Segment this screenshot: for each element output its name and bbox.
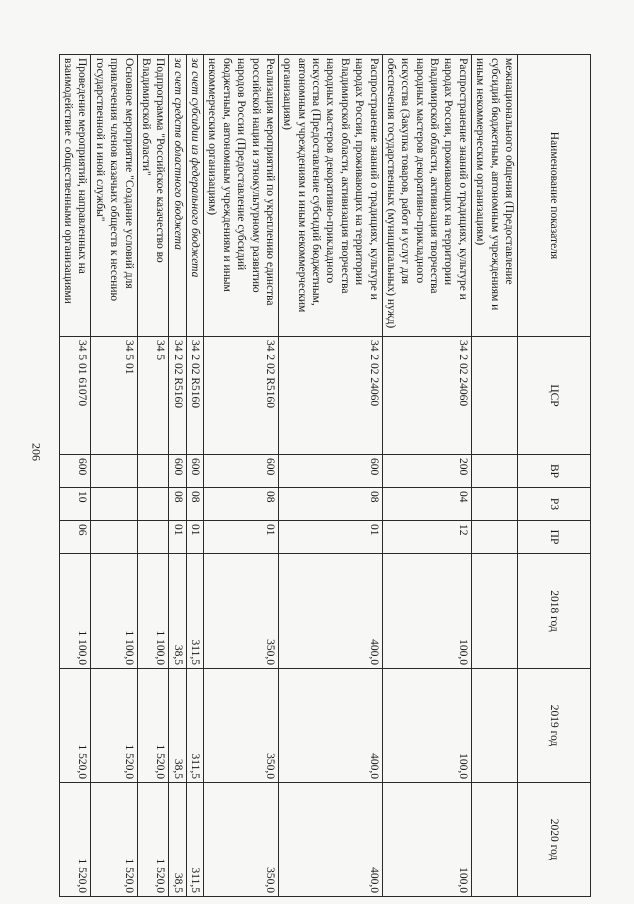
cell-2019: 350,0 (204, 669, 279, 783)
cell-2020 (471, 783, 517, 897)
header-rz: РЗ (518, 488, 591, 521)
header-2019: 2019 год (518, 669, 591, 783)
cell-2018: 350,0 (204, 554, 279, 669)
cell-pr: 06 (59, 521, 91, 554)
cell-2018: 1 100,0 (59, 554, 91, 669)
cell-rz (91, 488, 137, 521)
cell-2020: 350,0 (204, 783, 279, 897)
table-row (59, 55, 91, 897)
cell-vr: 200 (382, 455, 471, 488)
cell-2019: 311,5 (186, 669, 203, 783)
cell-2020: 1 520,0 (59, 783, 91, 897)
cell-csr (471, 337, 517, 455)
cell-pr (137, 521, 169, 554)
cell-2018: 311,5 (186, 554, 203, 669)
table-row (471, 55, 517, 897)
cell-2020: 100,0 (382, 783, 471, 897)
cell-csr: 34 2 02 24060 (382, 337, 471, 455)
cell-vr: 600 (59, 455, 91, 488)
rotated-page (62, 54, 591, 896)
cell-2019: 1 520,0 (137, 669, 169, 783)
cell-name: за счет средств областного бюджета (169, 55, 186, 337)
cell-name: Распространение знаний о традициях, культуре и народах России, проживающих на территории Владимирской области, активизация творчества народных мастеров декоративно-прикладного искусства (Закупка товаров, работ и услуг для обеспечения государственных (муниципальных) нужд) (382, 55, 471, 337)
cell-2020: 1 520,0 (91, 783, 137, 897)
budget-table (59, 54, 591, 897)
cell-pr: 01 (186, 521, 203, 554)
cell-2019 (471, 669, 517, 783)
cell-rz: 08 (204, 488, 279, 521)
header-pr: ПР (518, 521, 591, 554)
cell-csr: 34 5 01 61070 (59, 337, 91, 455)
table-row (186, 55, 203, 897)
cell-2019: 1 520,0 (59, 669, 91, 783)
page-number: 206 (29, 443, 44, 461)
cell-rz: 04 (382, 488, 471, 521)
cell-2020: 38,5 (169, 783, 186, 897)
header-row (518, 55, 591, 897)
cell-vr: 600 (186, 455, 203, 488)
cell-pr (471, 521, 517, 554)
cell-rz (137, 488, 169, 521)
cell-2019: 100,0 (382, 669, 471, 783)
cell-csr: 34 2 02 R5160 (169, 337, 186, 455)
cell-vr: 600 (279, 455, 383, 488)
cell-2018: 1 100,0 (91, 554, 137, 669)
cell-2019: 38,5 (169, 669, 186, 783)
cell-rz: 08 (279, 488, 383, 521)
cell-2020: 400,0 (279, 783, 383, 897)
cell-rz: 08 (186, 488, 203, 521)
cell-2018: 400,0 (279, 554, 383, 669)
cell-2019: 1 520,0 (91, 669, 137, 783)
cell-pr: 01 (204, 521, 279, 554)
table-row (382, 55, 471, 897)
cell-2018: 100,0 (382, 554, 471, 669)
cell-csr: 34 2 02 R5160 (186, 337, 203, 455)
cell-vr (91, 455, 137, 488)
cell-vr: 600 (204, 455, 279, 488)
cell-csr: 34 5 01 (91, 337, 137, 455)
cell-2018: 38,5 (169, 554, 186, 669)
header-2020: 2020 год (518, 783, 591, 897)
cell-name: Проведение мероприятий, направленных на взаимодействие с общественными организациями (59, 55, 91, 337)
cell-csr: 34 2 02 R5160 (204, 337, 279, 455)
cell-pr: 01 (169, 521, 186, 554)
cell-name: за счет субсидии из федерального бюджета (186, 55, 203, 337)
table-row (91, 55, 137, 897)
cell-name: Основное мероприятие "Создание условий для привлечения членов казачьих обществ к несению государственной и иной службы" (91, 55, 137, 337)
cell-csr: 34 2 02 24060 (279, 337, 383, 455)
table-row (204, 55, 279, 897)
table-row (169, 55, 186, 897)
cell-rz (471, 488, 517, 521)
cell-rz: 10 (59, 488, 91, 521)
header-2018: 2018 год (518, 554, 591, 669)
cell-2018: 1 100,0 (137, 554, 169, 669)
cell-pr: 12 (382, 521, 471, 554)
table-row (279, 55, 383, 897)
cell-vr: 600 (169, 455, 186, 488)
cell-pr (91, 521, 137, 554)
header-csr: ЦСР (518, 337, 591, 455)
cell-2020: 1 520,0 (137, 783, 169, 897)
cell-vr (471, 455, 517, 488)
header-name: Наименование показателя (518, 55, 591, 337)
cell-2019: 400,0 (279, 669, 383, 783)
cell-rz: 08 (169, 488, 186, 521)
cell-pr: 01 (279, 521, 383, 554)
cell-name: Распространение знаний о традициях, культуре и народах России, проживающих на территории Владимирской области, активизация творчества народных мастеров декоративно-прикладного искусства (Предоставление субсидий бюджетным, автономным учреждениям и иным некоммерческим организациям) (279, 55, 383, 337)
cell-name: межнационального общения (Предоставление субсидий бюджетным, автономным учреждениям и иным некоммерческим организациям) (471, 55, 517, 337)
cell-name: Подпрограмма "Российское казачество во Владимирской области" (137, 55, 169, 337)
cell-name: Реализация мероприятий по укреплению единства российской нации и этнокультурному развитию народов России (Предоставление субсидий бюджетным, автономным учреждениям и иным некоммерческим организациям) (204, 55, 279, 337)
cell-csr: 34 5 (137, 337, 169, 455)
rotated-content (62, 54, 591, 896)
header-vr: ВР (518, 455, 591, 488)
cell-2020: 311,5 (186, 783, 203, 897)
cell-2018 (471, 554, 517, 669)
cell-vr (137, 455, 169, 488)
table-row (137, 55, 169, 897)
